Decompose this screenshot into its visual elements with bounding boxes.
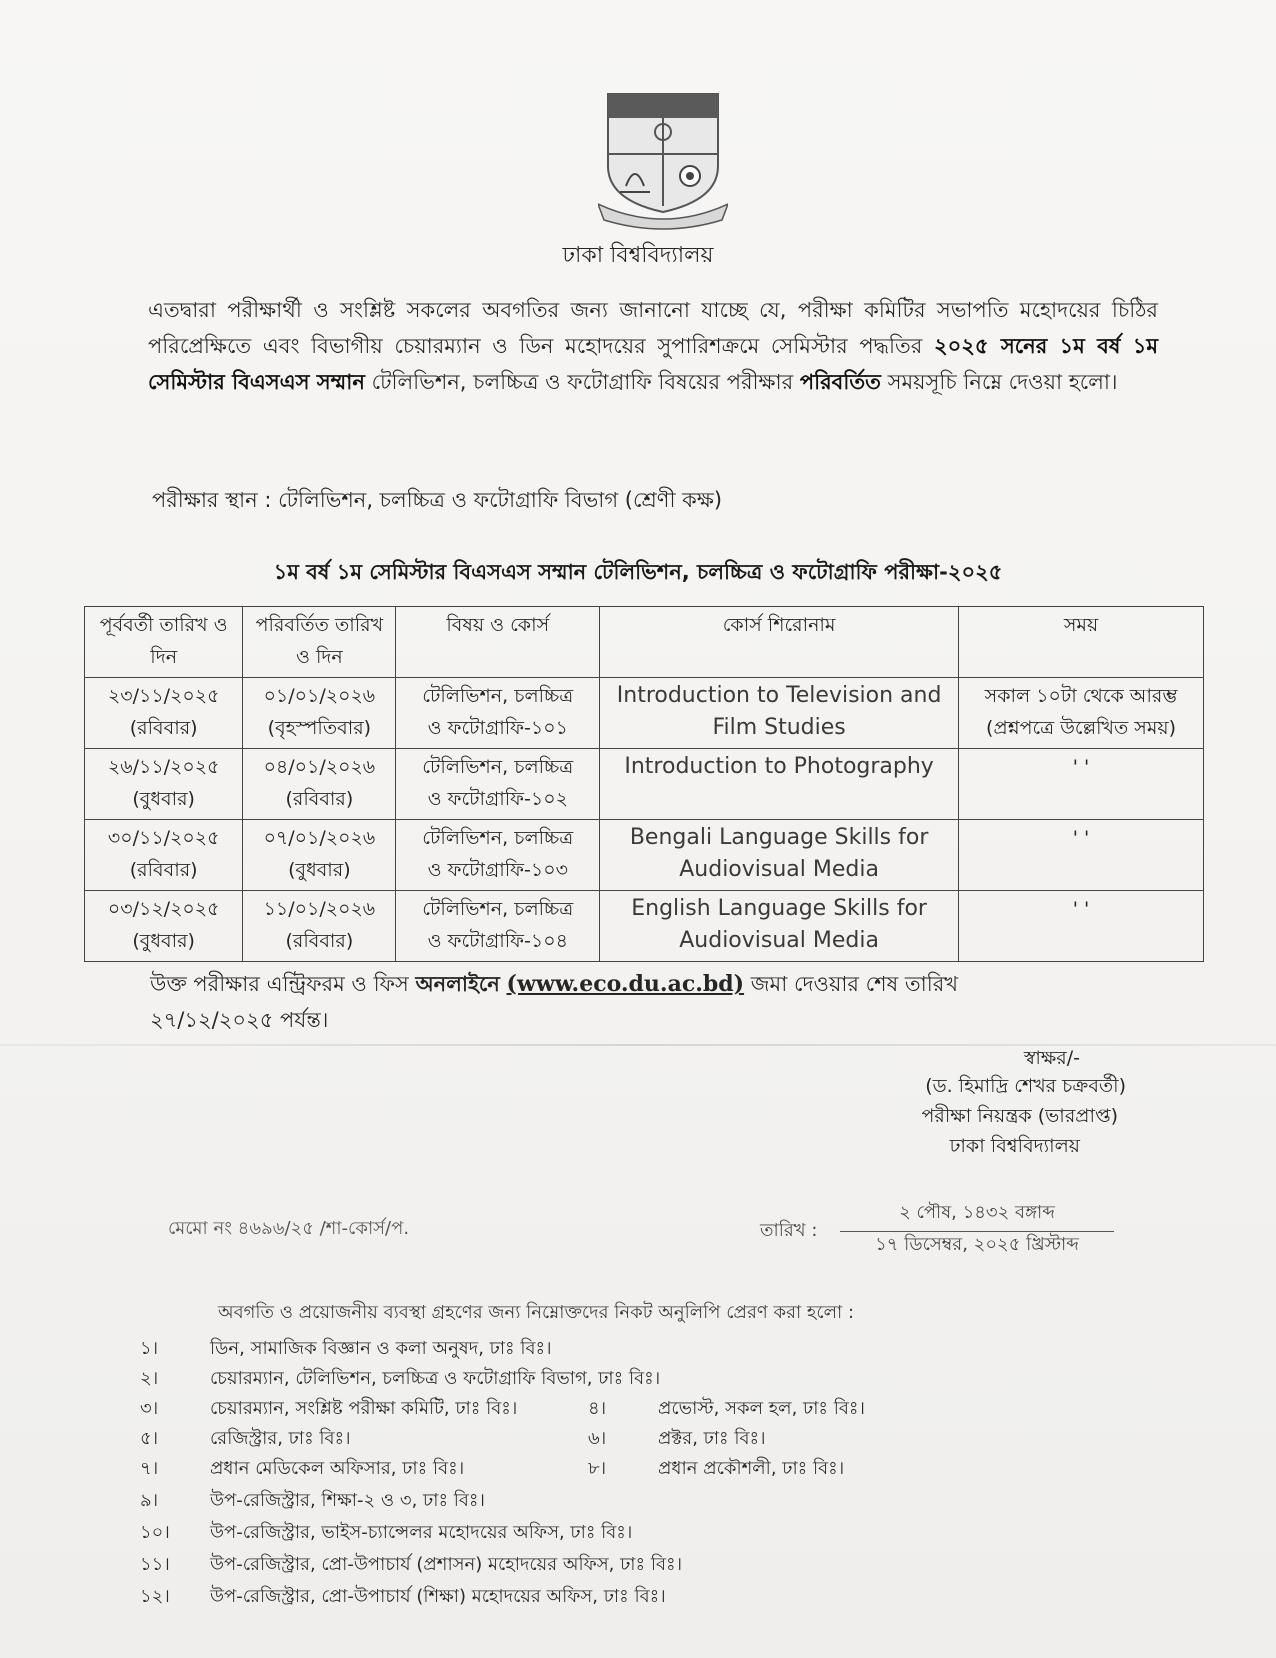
date-label: তারিখ : — [760, 1220, 818, 1241]
notice-bold-text: ২০২৫ সনের ১ম বর্ষ ১ম সেমিস্টার বিএসএস সম্মান — [148, 334, 1158, 394]
course-title: English Language Skills for — [631, 896, 927, 921]
notice-paragraph — [148, 292, 1158, 400]
course-code: ও ফটোগ্রাফি-১০১ — [427, 717, 568, 739]
cc-number: ৩। — [140, 1398, 159, 1419]
subject-cell — [396, 678, 600, 749]
date-english: ১৭ ডিসেম্বর, ২০২৫ খ্রিস্টাব্দ — [875, 1234, 1079, 1255]
table-row — [85, 749, 1204, 820]
prev-date: ২৬/১১/২০২৫ — [107, 756, 220, 778]
deadline-text-2: জমা দেওয়ার শেষ তারিখ — [750, 972, 959, 996]
subject-line: টেলিভিশন, চলচ্চিত্র — [422, 898, 574, 920]
course-title-cell — [600, 891, 959, 962]
prev-date-cell — [85, 820, 243, 891]
signature-mark: স্বাক্ষর/- — [1023, 1047, 1080, 1069]
notice-text: এতদ্বারা পরীক্ষার্থী ও সংশ্লিষ্ট সকলের অবগতির জন্য জানানো যাচ্ছে যে, পরীক্ষা কমিটির সভাপতি মহোদয়ের চিঠির পরিপ্রেক্ষিতে এবং বিভাগীয় চেয়ারম্যান ও ডিন মহোদয়ের সুপারিশক্রমে সেমিস্টার পদ্ধতির — [148, 298, 1158, 358]
new-date: ১১/০১/২০২৬ — [263, 898, 376, 920]
table-row — [85, 891, 1204, 962]
prev-date: ৩০/১১/২০২৫ — [107, 827, 220, 849]
signatory-name: (ড. হিমাদ্রি শেখর চক্রবর্তী) — [925, 1075, 1126, 1097]
cc-number: ১২। — [140, 1586, 170, 1607]
exam-time-note: (প্রশ্নপত্রে উল্লেখিত সময়) — [986, 717, 1176, 739]
course-code: ও ফটোগ্রাফি-১০৩ — [427, 859, 568, 881]
prev-day: (বুধবার) — [132, 930, 195, 952]
notice-changed-text: পরিবর্তিত — [799, 370, 881, 394]
cc-number: ৮। — [588, 1458, 607, 1479]
subject-line: টেলিভিশন, চলচ্চিত্র — [422, 827, 574, 849]
date-bangla: ২ পৌষ, ১৪৩২ বঙ্গাব্দ — [840, 1198, 1114, 1232]
time-cell — [959, 678, 1204, 749]
university-crest-icon — [598, 88, 728, 230]
prev-day: (রবিবার) — [129, 859, 198, 881]
cc-recipient: চেয়ারম্যান, টেলিভিশন, চলচ্চিত্র ও ফটোগ্রাফি বিভাগ, ঢাঃ বিঃ। — [210, 1368, 661, 1389]
header-new-date: পরিবর্তিত তারিখ ও দিন — [243, 607, 396, 678]
cc-recipient: প্রভোস্ট, সকল হল, ঢাঃ বিঃ। — [658, 1398, 865, 1419]
course-title: Introduction to Photography — [624, 754, 934, 779]
subject-cell — [396, 820, 600, 891]
deadline-date: ২৭/১২/২০২৫ পর্যন্ত। — [150, 1008, 329, 1032]
cc-recipient: উপ-রেজিস্ট্রার, ভাইস-চ্যান্সেলর মহোদয়ের অফিস, ঢাঃ বিঃ। — [210, 1522, 633, 1543]
cc-number: ১০। — [140, 1522, 170, 1543]
notice-text-2: টেলিভিশন, চলচ্চিত্র ও ফটোগ্রাফি বিষয়ের পরীক্ষার — [371, 370, 794, 394]
cc-number: ৪। — [588, 1398, 607, 1419]
exam-time: সকাল ১০টা থেকে আরম্ভ — [984, 685, 1178, 707]
cc-recipient: প্রধান মেডিকেল অফিসার, ঢাঃ বিঃ। — [210, 1458, 465, 1479]
prev-day: (রবিবার) — [129, 717, 198, 739]
cc-number: ৫। — [140, 1428, 159, 1449]
new-day: (রবিবার) — [285, 930, 354, 952]
cc-recipient: চেয়ারম্যান, সংশ্লিষ্ট পরীক্ষা কমিটি, ঢাঃ বিঃ। — [210, 1398, 518, 1419]
new-day: (বুধবার) — [288, 859, 351, 881]
new-date-cell — [243, 678, 396, 749]
notice-text-3: সময়সূচি নিম্নে দেওয়া হলো। — [887, 370, 1118, 394]
table-row — [85, 820, 1204, 891]
course-title: Introduction to Television and — [616, 683, 942, 708]
new-date-cell — [243, 820, 396, 891]
deadline-note — [150, 966, 1110, 1038]
time-cell — [959, 749, 1204, 820]
cc-number: ৯। — [140, 1490, 159, 1511]
new-date: ০১/০১/২০২৬ — [263, 685, 376, 707]
signatory-designation: পরীক্ষা নিয়ন্ত্রক (ভারপ্রাপ্ত) — [921, 1105, 1118, 1127]
course-title-2: Audiovisual Media — [679, 928, 879, 953]
prev-date: ২৩/১১/২০২৫ — [107, 685, 220, 707]
prev-date-cell — [85, 678, 243, 749]
subject-cell — [396, 891, 600, 962]
exam-time: ' ' — [1072, 827, 1090, 849]
header-subject: বিষয় ও কোর্স — [396, 607, 600, 678]
subject-line: টেলিভিশন, চলচ্চিত্র — [422, 756, 574, 778]
course-code: ও ফটোগ্রাফি-১০২ — [427, 788, 568, 810]
deadline-text: উক্ত পরীক্ষার এন্ট্রিফরম ও ফিস — [150, 972, 409, 996]
cc-intro: অবগতি ও প্রয়োজনীয় ব্যবস্থা গ্রহণের জন্য নিম্নোক্তদের নিকট অনুলিপি প্রেরণ করা হলো : — [218, 1302, 855, 1323]
course-code: ও ফটোগ্রাফি-১০৪ — [427, 930, 568, 952]
subject-cell — [396, 749, 600, 820]
header-time: সময় — [959, 607, 1204, 678]
time-cell — [959, 891, 1204, 962]
eco-url-link[interactable]: (www.eco.du.ac.bd) — [506, 971, 745, 997]
prev-date: ০৩/১২/২০২৫ — [107, 898, 220, 920]
paper-fold-line — [0, 1044, 1276, 1046]
header-prev-date: পূর্ববর্তী তারিখ ও দিন — [85, 607, 243, 678]
deadline-online: অনলাইনে — [415, 972, 500, 996]
new-day: (রবিবার) — [285, 788, 354, 810]
new-date-cell — [243, 891, 396, 962]
cc-recipient: রেজিস্ট্রার, ঢাঃ বিঃ। — [210, 1428, 351, 1449]
new-date: ০৪/০১/২০২৬ — [263, 756, 376, 778]
cc-recipient: প্রধান প্রকৌশলী, ঢাঃ বিঃ। — [658, 1458, 845, 1479]
new-day: (বৃহস্পতিবার) — [267, 717, 372, 739]
time-cell — [959, 820, 1204, 891]
memo-number: মেমো নং ৪৬৯৬/২৫ /শা-কোর্স/প. — [168, 1218, 410, 1239]
exam-venue: পরীক্ষার স্থান : টেলিভিশন, চলচ্চিত্র ও ফটোগ্রাফি বিভাগ (শ্রেণী কক্ষ) — [152, 488, 723, 512]
table-row — [85, 678, 1204, 749]
new-date: ০৭/০১/২০২৬ — [263, 827, 376, 849]
cc-recipient: উপ-রেজিস্ট্রার, প্রো-উপাচার্য (শিক্ষা) মহোদয়ের অফিস, ঢাঃ বিঃ। — [210, 1586, 666, 1607]
cc-number: ২। — [140, 1368, 159, 1389]
new-date-cell — [243, 749, 396, 820]
cc-number: ১। — [140, 1338, 159, 1359]
exam-time: ' ' — [1072, 898, 1090, 920]
cc-recipient: ডিন, সামাজিক বিজ্ঞান ও কলা অনুষদ, ঢাঃ বিঃ। — [210, 1338, 552, 1359]
cc-number: ১১। — [140, 1554, 170, 1575]
cc-recipient: উপ-রেজিস্ট্রার, প্রো-উপাচার্য (প্রশাসন) মহোদয়ের অফিস, ঢাঃ বিঃ। — [210, 1554, 683, 1575]
cc-recipient: উপ-রেজিস্ট্রার, শিক্ষা-২ ও ৩, ঢাঃ বিঃ। — [210, 1490, 485, 1511]
cc-number: ৬। — [588, 1428, 607, 1449]
subject-line: টেলিভিশন, চলচ্চিত্র — [422, 685, 574, 707]
table-title: ১ম বর্ষ ১ম সেমিস্টার বিএসএস সম্মান টেলিভিশন, চলচ্চিত্র ও ফটোগ্রাফি পরীক্ষা-২০২৫ — [273, 560, 1003, 584]
course-title-cell — [600, 678, 959, 749]
course-title-cell — [600, 749, 959, 820]
exam-time: ' ' — [1072, 756, 1090, 778]
prev-day: (বুধবার) — [132, 788, 195, 810]
exam-schedule-table — [84, 606, 1204, 962]
cc-number: ৭। — [140, 1458, 159, 1479]
course-title-2: Film Studies — [712, 715, 846, 740]
header-course-title: কোর্স শিরোনাম — [600, 607, 959, 678]
university-name: ঢাকা বিশ্ববিদ্যালয় — [562, 243, 714, 268]
course-title-2: Audiovisual Media — [679, 857, 879, 882]
signatory-office: ঢাকা বিশ্ববিদ্যালয় — [949, 1135, 1080, 1157]
prev-date-cell — [85, 891, 243, 962]
cc-recipient: প্রক্টর, ঢাঃ বিঃ। — [658, 1428, 766, 1449]
course-title: Bengali Language Skills for — [629, 825, 929, 850]
course-title-cell — [600, 820, 959, 891]
table-header-row — [85, 607, 1204, 678]
prev-date-cell — [85, 749, 243, 820]
